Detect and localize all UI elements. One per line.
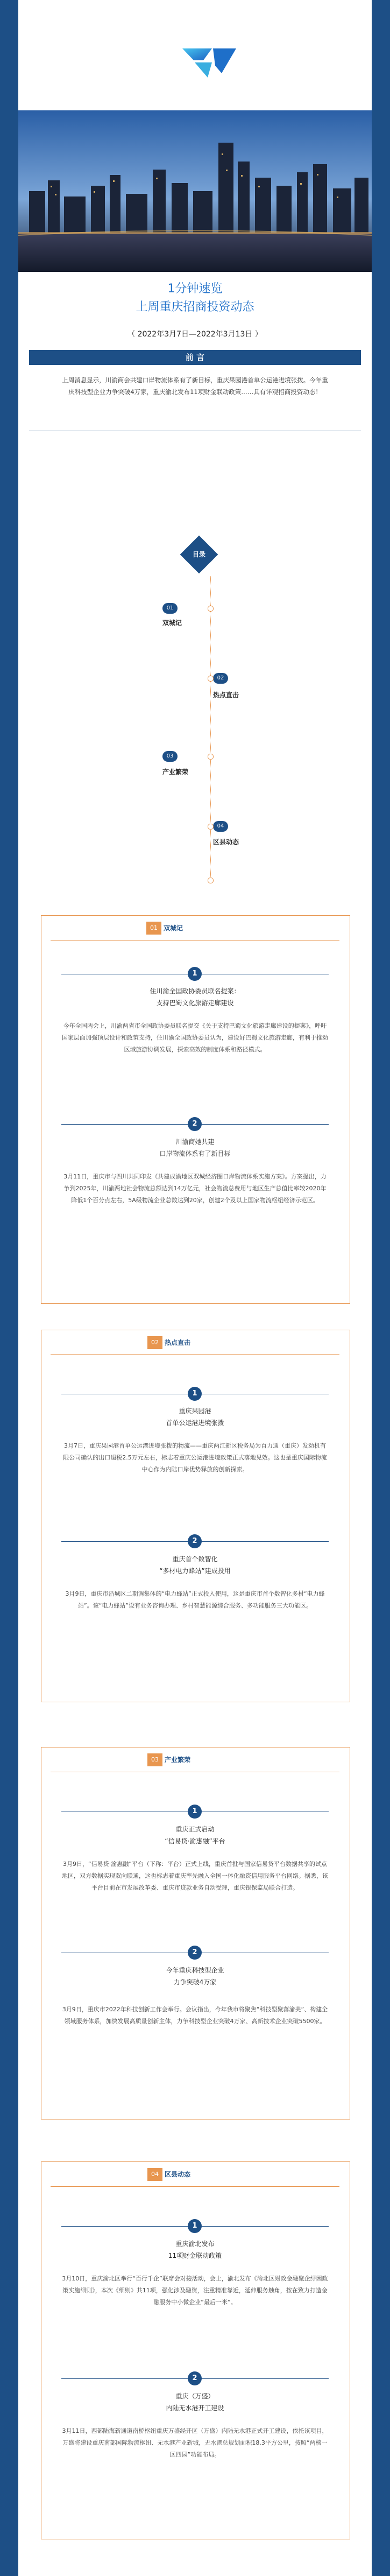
s1-item2-heading xyxy=(61,1136,329,1160)
s4-item1-heading-line1: 重庆渝北发布 xyxy=(175,2240,215,2248)
s3-item1-body: 3月9日，“信易贷·渝惠融”平台（下称：平台）正式上线，重庆首批与国家信易贷平台数据共享的试点地区，双方数据实现双向联通，这也标志着重庆率先融入全国一体化融资信用服务平台网络。据悉，该平台目前在市发展改革委、重庆市贷款业务自动受理，重庆银保监局联合打造。 xyxy=(62,1861,328,1891)
s1-item1-heading-line1: 住川渝全国政协委员联名提案： xyxy=(150,987,240,995)
toc-end-dot xyxy=(208,878,214,883)
s1-item2-body: 3月11日，重庆市与四川共同印发《共建成渝地区双城经济圈口岸物流体系实施方案》。方案提出，力争到2025年，川渝两地社会物流总额达到14万亿元，社会物流总费用与地区生产总值比率较2020年降低1个百分点左右，5A级物流企业总数达到20家，创建2个及以上国家物流枢纽经济示范区。 xyxy=(63,1173,327,1204)
s4-item2-body: 3月11日，西部陆海新通道南桥枢纽重庆万盛经开区（万盛）内陆无水港正式开工建设，依托该项目，万盛将建设重庆南部国际物流枢纽、无水港产业新城，无水港总规划面积18.3平方公里，按照“两核一区四园”功能布局。 xyxy=(62,2427,328,2458)
section-4-title: 区县动态 xyxy=(165,2171,191,2178)
s1-item1-heading-line2: 支持巴蜀文化旅游走廊建设 xyxy=(156,999,234,1007)
section-2-number: 02 xyxy=(147,1336,162,1349)
toc-item-3-number[interactable]: 03 xyxy=(162,751,178,762)
date-range: （ 2022年3月7日—2022年3月13日 ） xyxy=(127,330,263,339)
toc-item-3-dot xyxy=(208,754,214,760)
s4-item2-badge: 2 xyxy=(188,2371,202,2385)
preface-text: 上周消息显示，川渝商会共建口岸物流体系有了新目标，重庆果园港首单公运港进境张拨。今年重庆科技型企业力争突破4万家，重庆渝北发布11项财金联动政策……具有详观招商投资动态！ xyxy=(62,376,328,396)
s1-item1-body: 今年全国两会上，川渝两省市全国政协委员联名提交《关于支持巴蜀文化旅游走廊建设的提案》，呼吁国家层面加强顶层设计和政策支持，住川渝全国政协委员认为，建设好巴蜀文化旅游走廊，有利于推动区域旅游协调发展，探索高效的制度体系和路径模式。 xyxy=(62,1022,328,1053)
title-line-2: 上周重庆招商投资动态 xyxy=(136,300,254,314)
s3-item2-heading xyxy=(61,1964,329,1988)
section-4-box xyxy=(41,2161,350,2539)
section-2-title: 热点直击 xyxy=(165,1339,191,1346)
s2-item2-heading xyxy=(61,1553,329,1577)
s4-item2-heading-line2: 内陆无水港开工建设 xyxy=(166,2404,224,2412)
s2-item2-heading-line2: “多材电力蜂站”建成投用 xyxy=(159,1567,231,1575)
s3-item2-badge: 2 xyxy=(188,1946,202,1960)
toc-timeline xyxy=(210,576,211,880)
section-3-box xyxy=(41,1747,350,2119)
s2-item1-heading xyxy=(61,1405,329,1429)
toc-item-3-label[interactable]: 产业繁荣 xyxy=(162,768,189,776)
toc-item-2-label[interactable]: 热点直击 xyxy=(213,691,239,699)
hero-city-image xyxy=(18,110,372,272)
s2-item1-heading-line1: 重庆果园港 xyxy=(179,1407,211,1415)
section-3-number: 03 xyxy=(147,1753,162,1766)
s2-item2-badge: 2 xyxy=(188,1534,202,1548)
s2-item2-heading-line1: 重庆首个数智化 xyxy=(172,1555,218,1563)
toc-label: 目录 xyxy=(192,551,205,558)
toc-item-1-label[interactable]: 双城记 xyxy=(162,619,182,627)
s3-item2-body: 3月9日，重庆市2022年科技创新工作会举行。会议指出，今年我市将聚焦“科技型聚落渝美”、构建全领域服务体系，加快发展高质量创新主体，力争科技型企业突破4万家、高新技术企业突破5500家。 xyxy=(62,2006,328,2025)
toc-item-4-label[interactable]: 区县动态 xyxy=(213,838,239,846)
s4-item1-body: 3月10日，重庆渝北区举行“百行千企”联席会对接活动，会上，渝北发布《渝北区财政金融聚企纾困政策实施细则》，本次《细则》共11项，强化涉及融资，注重精准靠近，延伸服务触角，按在致力打造金融服务中小微企业“最后一米”。 xyxy=(62,2275,328,2306)
section-1-number: 01 xyxy=(146,922,161,935)
section-2-box xyxy=(41,1330,350,1702)
toc-item-1-dot xyxy=(208,606,214,612)
preface-bar xyxy=(29,350,361,365)
toc-item-4-dot xyxy=(208,824,214,830)
s2-item1-heading-line2: 首单公运港进境张拨 xyxy=(166,1419,224,1427)
s4-item2-heading xyxy=(61,2390,329,2414)
s4-item1-heading xyxy=(61,2238,329,2262)
preface-label: 前 言 xyxy=(185,353,205,362)
section-2-rule xyxy=(51,1354,339,1355)
toc-item-2-number[interactable]: 02 xyxy=(213,673,228,684)
logo-icon xyxy=(180,46,239,80)
s2-item1-body: 3月7日，重庆果园港首单公运港进境张拨的物流——重庆两江新区税务局为百力通（重庆）发动机有限公司确认的出口退税2.5万元左右，标志着重庆公运港进境政策正式落地见效。这也是重庆国际物流中心作为内陆口岸优势释放的创新探索。 xyxy=(63,1442,327,1473)
s1-item1-badge: 1 xyxy=(188,967,202,981)
s3-item1-heading-line2: “信易贷·渝惠融”平台 xyxy=(165,1837,225,1845)
section-4-rule xyxy=(51,2186,339,2187)
s3-item2-heading-line1: 今年重庆科技型企业 xyxy=(166,1967,224,1974)
toc-item-4-number[interactable]: 04 xyxy=(213,821,228,832)
s2-item2-body: 3月9日，重庆市沿城区二期调集体的“电力蜂站”正式投入使用，这是重庆市首个数智化多材“电力蜂站”。该“电力蜂站”设有业务咨询办理、乡村智慧能源综合服务、多功能服务三大功能区。 xyxy=(65,1590,325,1609)
toc-item-2-dot xyxy=(208,676,214,682)
section-3-title: 产业繁荣 xyxy=(165,1756,191,1764)
s2-item1-badge: 1 xyxy=(188,1387,202,1401)
s1-item1-heading xyxy=(61,985,329,1009)
s3-item2-heading-line2: 力争突破4万家 xyxy=(173,1978,217,1986)
toc-item-1-number[interactable]: 01 xyxy=(162,603,178,614)
title-line-1: 1分钟速览 xyxy=(167,282,223,296)
s4-item1-heading-line2: 11项财金联动政策 xyxy=(168,2252,222,2259)
newsletter-card xyxy=(18,0,372,2576)
s3-item1-badge: 1 xyxy=(188,1805,202,1819)
s3-item1-heading-line1: 重庆正式启动 xyxy=(175,1826,215,1833)
s1-item2-heading-line2: 口岸物流体系有了新目标 xyxy=(159,1150,231,1157)
title-block xyxy=(18,280,372,317)
s3-item1-heading xyxy=(61,1823,329,1847)
section-4-number: 04 xyxy=(147,2168,162,2181)
s4-item2-heading-line1: 重庆（万盛） xyxy=(175,2392,215,2400)
s4-item1-badge: 1 xyxy=(188,2219,202,2233)
s1-item2-heading-line1: 川渝商她共建 xyxy=(175,1138,215,1146)
section-1-title: 双城记 xyxy=(164,924,183,932)
s1-item2-badge: 2 xyxy=(188,1117,202,1131)
